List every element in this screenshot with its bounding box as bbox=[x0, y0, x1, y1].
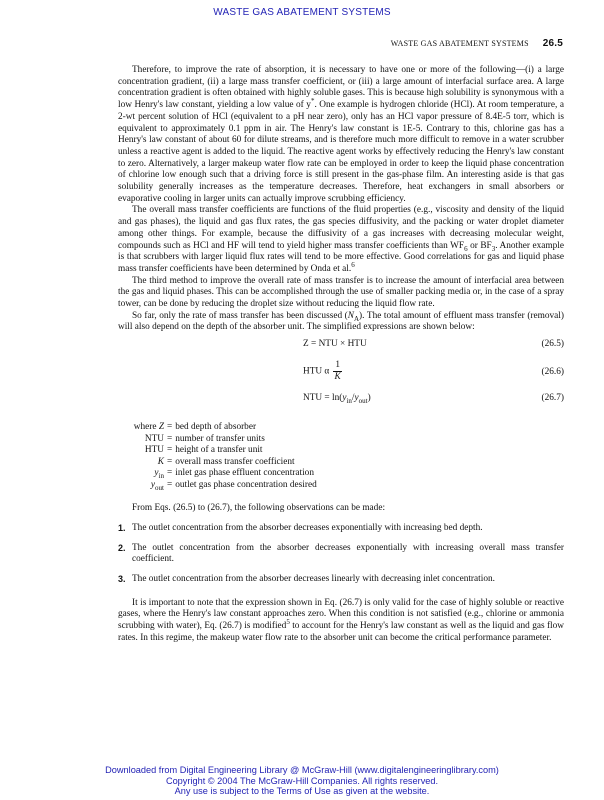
list-item-text: The outlet concentration from the absorber decreases exponentially with increasing overall mass transfer coefficient. bbox=[132, 542, 564, 565]
definition-symbol bbox=[118, 480, 164, 492]
p2-subscript-2: 3 bbox=[491, 244, 496, 253]
equation-text: Z = NTU × HTU bbox=[303, 339, 367, 350]
running-head bbox=[391, 38, 563, 49]
equation-part: NTU = ln( bbox=[303, 393, 343, 404]
equation-number: (26.5) bbox=[541, 339, 564, 350]
definition-symbol: NTU bbox=[144, 433, 164, 444]
equation-number: (26.6) bbox=[541, 367, 564, 378]
fraction bbox=[333, 360, 342, 383]
p1-text-a: Therefore, to improve the rate of absorption, it is necessary to have one or more of the following—(i) a large concentration gradient, (ii) a large mass transfer coefficient, or (iii) a large amount of interfacial surface area. A large concentration gradient is often obtained with highly soluble gases. This is because high solubility is synonymous with a low Henry's law constant, yielding a low value of y bbox=[118, 65, 564, 111]
definition-desc: bed depth of absorber bbox=[175, 422, 257, 433]
equals-sign: = bbox=[167, 445, 173, 456]
p1-text-b: . One example is hydrogen chloride (HCl). At room temperature, a 2-wt percent solution of HCl (equivalent to a pH near zero), only has an HCl vapor pressure of 8.4E-5 torr, which is equivalent to approximately 0.1 ppm in air. The Henry's law constant is 1E-5. Contrary to this, chlorine gas has a Henry's law constant of about 60 for dilute streams, and is therefore much more difficult to remove in a water scrubber unless a reactive agent is added to the liquid. The reactive agent works by effectively reducing the Henry's law constant to zero. Alternatively, a larger makeup water flow rate can be employed in order to keep the liquid phase concentration of chlorine low enough such that a driving force is still present in the gas-phase film. An interesting aside is that gas solubility generally increases as the temperature decreases. Therefore, heat exchangers in small absorbers or evaporative cooling in larger units can actually improve scrubbing efficiency. bbox=[118, 100, 564, 204]
list-item bbox=[118, 523, 564, 535]
p4-text-a: So far, only the rate of mass transfer has been discussed ( bbox=[132, 310, 348, 321]
p2-text-a: The overall mass transfer coefficients are functions of the fluid properties (e.g., viscosity and density of the liquid and gas phases), the liquid and gas flux rates, the gas species diffusivity, and the packing or water droplet diameter among other things. For example, because the diffusivity of a gas increases with decreasing molecular weight, compounds such as HCl and HF will tend to yield higher mass transfer coefficients than WF bbox=[118, 205, 564, 251]
equation-text bbox=[303, 360, 342, 383]
p1-superscript: * bbox=[310, 97, 315, 106]
equals-sign: = bbox=[167, 456, 173, 467]
footer-line-1[interactable]: Downloaded from Digital Engineering Library @ McGraw-Hill (www.digitalengineeringlibrary.com) bbox=[105, 765, 499, 775]
equation-y-out: y bbox=[354, 393, 359, 404]
equals-sign: = bbox=[167, 468, 173, 479]
equation-close: ) bbox=[367, 393, 371, 404]
list-item bbox=[118, 574, 564, 586]
symbol: y bbox=[154, 468, 159, 479]
equation-26-7 bbox=[118, 388, 564, 410]
fraction-denominator: K bbox=[334, 372, 341, 383]
definition-desc: height of a transfer unit bbox=[175, 445, 263, 456]
list-item-number: 1. bbox=[118, 522, 126, 533]
top-banner: WASTE GAS ABATEMENT SYSTEMS bbox=[213, 7, 391, 18]
equation-slash: / bbox=[351, 393, 355, 404]
definition-row bbox=[118, 468, 564, 480]
definition-row bbox=[118, 434, 564, 446]
p5-text-a: It is important to note that the expression shown in Eq. (26.7) is only valid for the case of highly soluble or reactive gases, where the Henry's law constant approaches zero. When this condition is not satisfied (e.g., chlorine or ammonia scrubbing with water), Eq. (26.7) is modified bbox=[118, 597, 564, 632]
observations-intro: From Eqs. (26.5) to (26.7), the following observations can be made: bbox=[132, 503, 386, 514]
equation-lhs: HTU α bbox=[303, 366, 330, 377]
definition-row bbox=[118, 422, 564, 434]
p4-subscript: A bbox=[353, 314, 360, 323]
p5-superscript: 5 bbox=[286, 618, 290, 626]
definition-row bbox=[118, 480, 564, 492]
definition-desc: inlet gas phase effluent concentration bbox=[175, 468, 314, 479]
symbol-subscript: out bbox=[155, 483, 164, 492]
definition-desc: outlet gas phase concentration desired bbox=[175, 479, 317, 490]
list-item-text: The outlet concentration from the absorber decreases exponentially with increasing bed depth. bbox=[132, 522, 483, 533]
p2-superscript: 6 bbox=[351, 260, 355, 269]
p2-text-c: . Another example is that scrubbers with larger liquid flux rates will tend to be more effective. Good correlations for gas and liquid phase mass transfer coefficients have been determined by Onda et al. bbox=[118, 240, 565, 274]
footer-line-2: Copyright © 2004 The McGraw-Hill Companies. All rights reserved. bbox=[165, 775, 439, 786]
p2-subscript-1: 6 bbox=[464, 244, 468, 253]
symbol: Z bbox=[158, 422, 164, 433]
equation-sub-out: out bbox=[358, 397, 368, 406]
definition-symbol bbox=[118, 422, 164, 434]
symbol-subscript: in bbox=[158, 472, 164, 481]
paragraph-4 bbox=[118, 311, 564, 334]
p2-text-b: or BF bbox=[467, 240, 492, 251]
definition-desc: number of transfer units bbox=[175, 433, 265, 444]
footer bbox=[0, 765, 604, 797]
equals-sign: = bbox=[167, 433, 173, 444]
paragraph-1 bbox=[118, 65, 564, 205]
running-head-section: WASTE GAS ABATEMENT SYSTEMS bbox=[390, 39, 529, 48]
equation-y-in: y bbox=[342, 393, 347, 404]
definition-symbol: HTU bbox=[144, 445, 164, 456]
equation-26-5 bbox=[118, 334, 564, 356]
equation-text bbox=[303, 393, 371, 405]
paragraph-3: The third method to improve the overall rate of mass transfer is to increase the amount of interfacial area between the gas and liquid phases. This can be accomplished through the use of smaller packing media or, in the case of a spray tower, can be done by reducing the droplet size without reducing the liquid flow rate. bbox=[118, 275, 564, 310]
symbol: K bbox=[157, 456, 164, 467]
definition-desc: overall mass transfer coefficient bbox=[175, 456, 295, 467]
definitions-list bbox=[118, 422, 564, 491]
equals-sign: = bbox=[167, 422, 173, 433]
p4-symbol: N bbox=[347, 310, 354, 321]
where-label: where bbox=[133, 422, 157, 433]
equals-sign: = bbox=[167, 479, 173, 490]
equation-26-6 bbox=[118, 356, 564, 388]
symbol: y bbox=[150, 479, 156, 490]
list-item bbox=[118, 543, 564, 566]
equation-sub-in: in bbox=[346, 397, 352, 406]
footer-line-3: Any use is subject to the Terms of Use as given at the website. bbox=[174, 786, 430, 796]
definition-row bbox=[118, 445, 564, 457]
list-item-number: 3. bbox=[118, 573, 126, 584]
definition-row bbox=[118, 457, 564, 469]
equation-number: (26.7) bbox=[541, 393, 564, 404]
p4-text-b: ). The total amount of effluent mass transfer (removal) will also depend on the depth of the absorber unit. The simplified expressions are shown below: bbox=[118, 310, 564, 333]
paragraph-2 bbox=[118, 205, 564, 275]
paragraph-5 bbox=[118, 598, 564, 645]
list-item-number: 2. bbox=[118, 542, 126, 553]
definition-symbol bbox=[118, 468, 164, 480]
p5-text-b: to account for the Henry's law constant as well as the liquid and gas flow rates. In this regime, the makeup water flow rate to the absorber unit can become the critical performance parameter. bbox=[118, 621, 564, 643]
page-number: 26.5 bbox=[542, 38, 563, 49]
definition-symbol bbox=[118, 457, 164, 469]
fraction-numerator: 1 bbox=[335, 360, 340, 371]
list-item-text: The outlet concentration from the absorber decreases linearly with decreasing inlet concentration. bbox=[132, 573, 495, 584]
body-text bbox=[118, 65, 564, 645]
